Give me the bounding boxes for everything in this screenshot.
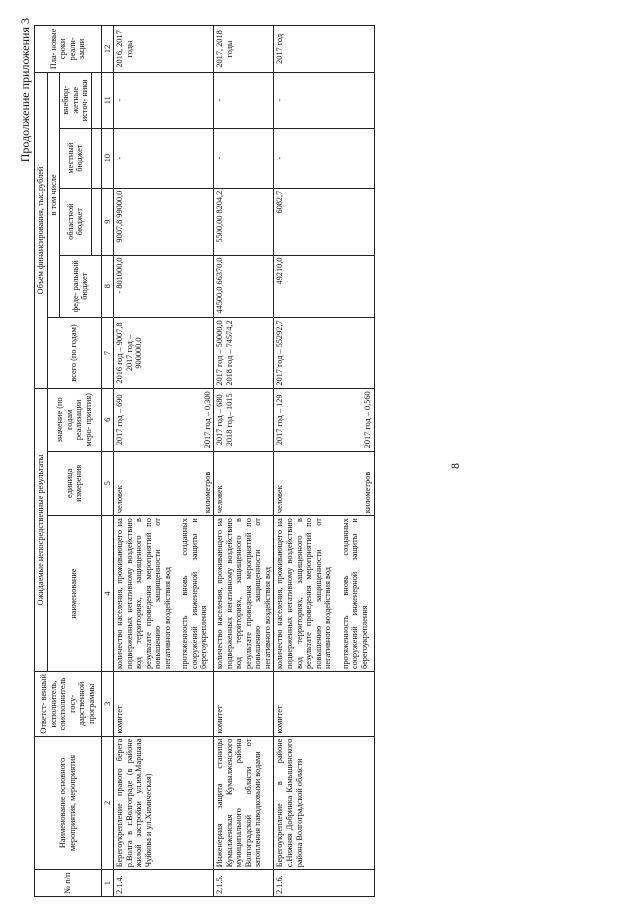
header-federal: феде- ральный бюджет [60, 255, 102, 317]
row-number: 2.1.6. [274, 870, 374, 897]
result-2: протяженность вновь созданных сооружений инженерной защиты и берегоукрепления [180, 518, 209, 670]
row-regional: 9007,8 99000,0 [114, 188, 214, 255]
col-num: 5 [101, 451, 114, 516]
col-num: 10 [101, 128, 114, 188]
value-2: 2017 год – 0,300 [202, 391, 212, 449]
col-num: 8 [101, 255, 114, 317]
program-table [34, 25, 375, 897]
table-header [35, 26, 114, 897]
row-extra: - [274, 72, 374, 128]
row-terms: 2017, 2018 годы [214, 26, 274, 73]
result-2: протяженность вновь созданных сооружений инженерной защиты и берегоукрепления [340, 518, 369, 670]
row-number: 2.1.5. [214, 870, 274, 897]
header-number: № п/п [35, 870, 102, 897]
row-responsible: комитет [114, 672, 214, 737]
row-federal: 49210,0 [274, 255, 374, 317]
unit-2: километров [362, 471, 372, 514]
header-expected-results: Ожидаемые непосредственные результаты [35, 389, 48, 672]
row-results [274, 516, 374, 672]
row-name: Инженерная защита станицы Кумылженская Кумылженского муниципального района Волгоградской области от затопления паводковыми водами [214, 736, 274, 870]
row-units [114, 451, 214, 516]
col-num: 12 [101, 26, 114, 73]
col-num: 3 [101, 672, 114, 737]
value-2: 2017 год – 0,560 [362, 391, 372, 449]
unit-2: километров [202, 471, 212, 514]
header-regional: областной бюджет [60, 188, 92, 255]
row-results [214, 516, 274, 672]
row-terms: 2016, 2017 годы [114, 26, 214, 73]
row-federal: 44500,0 66370,0 [214, 255, 274, 317]
header-total: всего (по годам) [47, 317, 101, 388]
row-local: - [114, 128, 214, 188]
header-unit: единица измерения [47, 451, 101, 516]
row-name: Берегоукрепление правого берега р.Волга в г.Волгограде (в районе жилой застройки ул.им.Маршала Чуйкова и ул.Химическая) [114, 736, 214, 870]
col-num: 7 [101, 317, 114, 388]
value-1: 2017 год – 129 [275, 394, 285, 446]
row-extra: - [214, 72, 274, 128]
header-local: местный бюджет [60, 128, 92, 188]
header-name: Наименование основного мероприятия, мероприятия [35, 736, 102, 870]
unit-1: человек [115, 485, 125, 514]
col-num: 6 [101, 389, 114, 451]
row-units [274, 451, 374, 516]
table-row [114, 26, 214, 897]
header-extra: внебюд- жетные источ- ники [60, 72, 92, 128]
unit-1: человек [215, 485, 225, 514]
header-responsible: Ответст- венный исполнитель, соисполнитель госу- дарственной программы [35, 672, 102, 737]
appendix-caption: Продолжение приложения 3 [18, 18, 32, 163]
table-row [214, 26, 274, 897]
value-1: 2017 год – 690 [115, 394, 125, 446]
header-including: в том числе [47, 72, 60, 317]
row-terms: 2017 год [274, 26, 374, 73]
header-financing: Объем финансирования, тыс.рублей [35, 72, 48, 388]
header-terms: Пла- новые сроки реали- зации [35, 26, 102, 73]
unit-1: человек [275, 485, 285, 514]
row-federal: - 801000,0 [114, 255, 214, 317]
row-responsible: комитет [214, 672, 274, 737]
value-1: 2017 год – 680 2018 год– 1015 [215, 393, 234, 447]
row-name: Берегоукрепление в районе с.Нижняя Добринка Камышинского района Волгоградской области [274, 736, 374, 870]
col-num: 2 [101, 736, 114, 870]
row-values [214, 389, 274, 451]
row-regional: 5500,00 8204,2 [214, 188, 274, 255]
col-num: 1 [101, 870, 114, 897]
row-local: - [274, 128, 374, 188]
header-result-name: наименование [47, 516, 101, 672]
row-total: 2016 год – 9007,8 2017 год – 900000,0 [114, 317, 214, 388]
table-row [274, 26, 374, 897]
row-local: - [214, 128, 274, 188]
row-total: 2017 год – 55292,7 [274, 317, 374, 388]
row-values [274, 389, 374, 451]
result-1: количество населения, проживающего на подверженных негативному воздействию вод территориях, защищенного в результате проведения мероприятий по повышению защищенности от негативного воздействия вод [215, 518, 272, 670]
page-number: 8 [448, 463, 462, 469]
row-extra: - [114, 72, 214, 128]
col-num: 4 [101, 516, 114, 672]
row-results [114, 516, 214, 672]
header-value: значение (по годам реализации меро- приятия) [47, 389, 101, 451]
row-regional: 6082,7 [274, 188, 374, 255]
row-responsible: комитет [274, 672, 374, 737]
row-number: 2.1.4. [114, 870, 214, 897]
result-1: количество населения, проживающего на подверженных негативному воздействию вод территориях, защищенного в результате проведения мероприятий по повышению защищенности от негативного воздействия вод [115, 518, 172, 670]
row-units [214, 451, 274, 516]
result-1: количество населения, проживающего на подверженных негативному воздействию вод территориях, защищенного в результате проведения мероприятий по повышению защищенности от негативного воздействия вод [275, 518, 333, 670]
col-num: 9 [101, 188, 114, 255]
row-total: 2017 год – 50000,0 2018 год – 74574,2 [214, 317, 274, 388]
column-number-row [101, 26, 114, 897]
row-values [114, 389, 214, 451]
col-num: 11 [101, 72, 114, 128]
